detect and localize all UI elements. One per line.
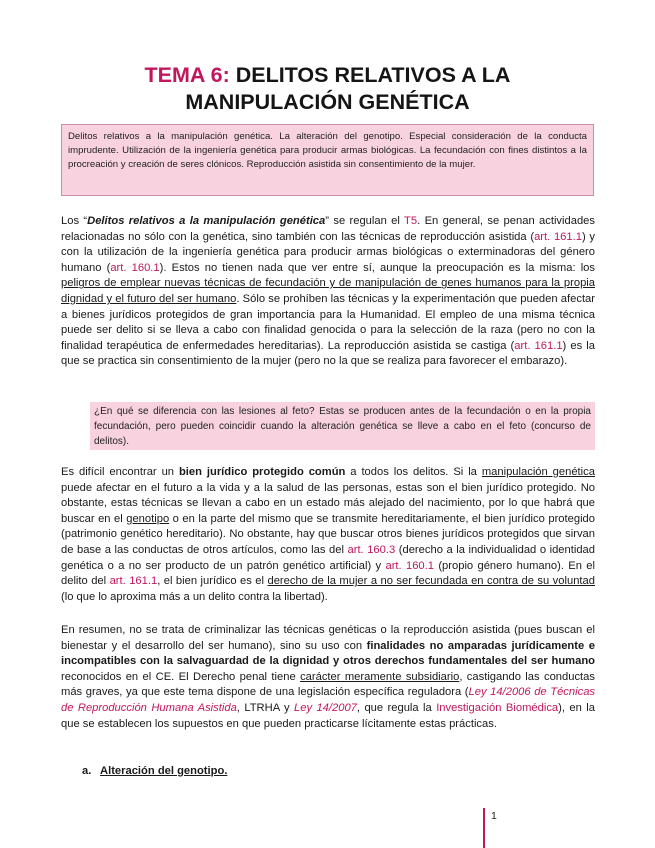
ref-link-ley-14-2007[interactable]: Ley 14/2007 xyxy=(294,701,357,714)
text: , el bien jurídico es el xyxy=(157,575,268,588)
text: ” se regulan el xyxy=(325,215,405,227)
text-bold: finalidades no amparadas jurídicamente e incompatibles con la salvaguardad de la dignidad y otros derechos fundamentales del ser humano xyxy=(61,639,595,668)
text: o en la parte del mismo que se transmite hereditariamente, el bien jurídico protegido (patrimonio genético hereditario). No obstante, hay que buscar otros bienes jurídicos protegidos que sirvan de base a las conductas de otros artículos, como las del xyxy=(61,512,595,556)
paragraph-2 xyxy=(61,465,595,605)
text: ) y con la utilización de la ingeniería genética para producir armas biológicas o exterminadoras del género humano ( xyxy=(61,230,595,274)
ref-link-art-161-1[interactable]: art. 161.1 xyxy=(514,339,563,352)
text: Los “ xyxy=(61,215,88,227)
ref-link-art-160-1[interactable]: art. 160.1 xyxy=(385,559,434,572)
title-line2: MANIPULACIÓN GENÉTICA xyxy=(185,90,470,114)
summary-box: Delitos relativos a la manipulación genética. La alteración del genotipo. Especial consideración de la conducta imprudente. Utilización de la ingeniería genética para producir armas biológicas. La fecundación con fines distintos a la procreación y creación de seres clónicos. Reproducción asistida sin consentimiento de la mujer. xyxy=(61,124,594,196)
text: En resumen, no se trata de criminalizar las técnicas genéticas o la reproducción asistida (pues buscan el bienestar y el desarrollo del ser humano), sino su uso con xyxy=(61,624,595,652)
text: , LTRHA y xyxy=(236,701,294,714)
ref-link-ley-14-2006[interactable]: Ley 14/2006 de Técnicas de Reproducción Humana Asistida xyxy=(61,686,596,714)
text: ), en la que se establecen los supuestos en que pueden practicarse lícitamente estas prácticas. xyxy=(61,701,595,730)
text: (lo que lo aproxima más a un delito contra la libertad). xyxy=(61,590,328,603)
text-underlined: manipulación genética xyxy=(481,466,595,478)
section-heading-a xyxy=(82,764,227,779)
text: ) es la que se practica sin consentimiento de la mujer (pero no la que se realiza para favorecer el embarazo). xyxy=(61,339,595,368)
text-underlined: genotipo xyxy=(126,512,170,525)
page-title xyxy=(60,62,595,116)
ref-link-investigacion-biomedica[interactable]: Investigación Biomédica xyxy=(436,701,559,714)
title-line1: DELITOS RELATIVOS A LA xyxy=(229,63,511,87)
note-box: ¿En qué se diferencia con las lesiones al feto? Estas se producen antes de la fecundación o en la propia fecundación, pero pueden coincidir cuando la alteración genética se lleve a cabo en el feto (concurso de delitos). xyxy=(90,402,595,450)
text: (propio género humano). En el delito del xyxy=(61,559,595,588)
text: puede afectar en el futuro a la vida y a la salud de las personas, estas son el bien jurídico protegido. No obstante, estas técnicas se llevan a cabo en un estado más alejado del nacimiento, por lo que habrá que buscar en el xyxy=(61,481,595,525)
ref-link-art-160-1[interactable]: art. 160.1 xyxy=(110,261,160,274)
paragraph-1 xyxy=(61,214,595,370)
text-underlined: carácter meramente subsidiario xyxy=(300,670,460,683)
ref-link-t5[interactable]: T5 xyxy=(404,215,418,227)
text-bold-italic: Delitos relativos a la manipulación genética xyxy=(87,215,326,227)
ref-link-art-161-1[interactable]: art. 161.1 xyxy=(534,230,582,243)
text: . En general, se penan actividades relacionadas no sólo con la genética, sino también con las técnicas de reproducción asistida ( xyxy=(61,215,595,243)
title-tema-label: TEMA 6: xyxy=(144,63,230,87)
text: a todos los delitos. Si la xyxy=(345,466,482,478)
ref-link-art-160-3[interactable]: art. 160.3 xyxy=(347,543,396,556)
paragraph-3 xyxy=(61,623,595,732)
text: ). Estos no tienen nada que ver entre sí, aunque la preocupación es la misma: los xyxy=(159,261,596,274)
text-underlined: derecho de la mujer a no ser fecundada en contra de su voluntad xyxy=(267,575,595,588)
text: (derecho a la individualidad o identidad genética o a no ser producto de un patrón genético artificial) y xyxy=(61,543,595,572)
section-marker: a. xyxy=(82,765,92,777)
page-number-rule xyxy=(483,808,485,848)
section-title: Alteración del genotipo. xyxy=(100,765,228,777)
text-underlined: peligros de emplear nuevas técnicas de fecundación y de manipulación de genes humanos para la propia dignidad y el futuro del ser humano xyxy=(61,277,595,305)
text: , castigando las conductas más graves, ya que este tema dispone de una legislación específica reguladora ( xyxy=(61,670,595,699)
text-bold: bien jurídico protegido común xyxy=(178,466,346,478)
text: reconocidos en el CE. El Derecho penal tiene xyxy=(61,670,301,683)
page-number: 1 xyxy=(491,810,497,822)
text: . Sólo se prohíben las técnicas y la experimentación que pueden afectar a bienes jurídicos protegidos de gran importancia para la Humanidad. El empleo de una misma técnica puede ser delito si se lleva a cabo con finalidad genocida o para la selección de la raza (pero no con la finalidad terapéutica de enfermedades hereditarias). La reproducción asistida se castiga ( xyxy=(61,292,595,352)
text: Es difícil encontrar un xyxy=(61,466,179,478)
ref-link-art-161-1[interactable]: art. 161.1 xyxy=(109,575,158,588)
text: , que regula la xyxy=(356,701,437,714)
